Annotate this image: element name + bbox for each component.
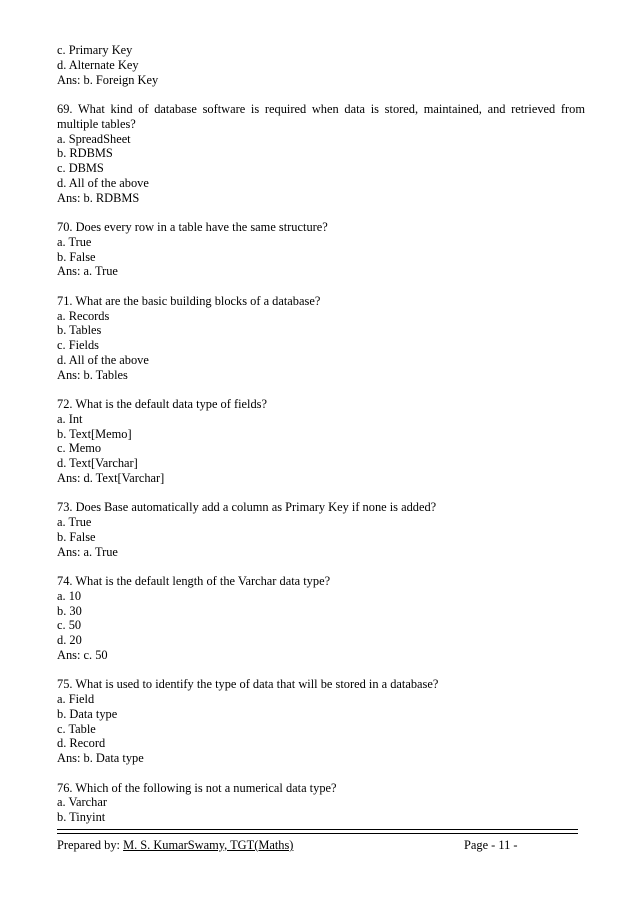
option-line: b. Data type xyxy=(57,706,118,721)
option-line: a. True xyxy=(57,234,92,249)
answer-line: Ans: b. Tables xyxy=(57,367,128,382)
option-line: d. Record xyxy=(57,736,106,751)
question-text: 70. Does every row in a table have the same structure? xyxy=(57,220,328,234)
option-line: a. 10 xyxy=(57,588,82,603)
option-line: c. Memo xyxy=(57,441,102,456)
option-line: c. Table xyxy=(57,721,96,736)
footer-rule-thin xyxy=(57,833,578,834)
option-line: a. True xyxy=(57,515,92,529)
option-line: b. False xyxy=(57,249,96,264)
answer-line: Ans: b. Data type xyxy=(57,751,144,765)
question-text: 76. Which of the following is not a numerical data type? xyxy=(57,780,337,795)
answer-line: Ans: d. Text[Varchar] xyxy=(57,470,165,485)
page-number: Page - 11 - xyxy=(464,838,518,852)
footer-prefix: Prepared by: xyxy=(57,838,124,852)
question-block-69 xyxy=(57,102,585,205)
option-line: b. RDBMS xyxy=(57,146,113,161)
option-line: a. Records xyxy=(57,308,110,323)
question-block-75 xyxy=(57,677,585,766)
option-line: d. All of the above xyxy=(57,352,149,367)
answer-line: Ans: b. Foreign Key xyxy=(57,72,159,87)
answer-line: Ans: a. True xyxy=(57,264,118,279)
question-text-continued: multiple tables? xyxy=(57,116,136,131)
question-block-76 xyxy=(57,781,585,825)
option-line: c. Fields xyxy=(57,338,99,352)
footer-author: M. S. KumarSwamy, TGT(Maths) xyxy=(123,838,294,852)
option-line: b. Text[Memo] xyxy=(57,426,132,441)
question-block-72 xyxy=(57,397,585,486)
option-line: c. DBMS xyxy=(57,161,104,175)
option-line: d. 20 xyxy=(57,633,82,647)
option-line: a. Field xyxy=(57,692,95,706)
option-line: d. Alternate Key xyxy=(57,57,139,72)
answer-line: Ans: c. 50 xyxy=(57,647,108,662)
question-block-70 xyxy=(57,220,585,279)
option-line: a. Varchar xyxy=(57,795,107,810)
question-text: 69. What kind of database software is required when data is stored, maintained, and retrieved from xyxy=(57,102,585,116)
answer-line: Ans: a. True xyxy=(57,544,118,559)
option-line: a. SpreadSheet xyxy=(57,131,131,146)
question-text: 73. Does Base automatically add a column as Primary Key if none is added? xyxy=(57,500,437,515)
option-line: b. 30 xyxy=(57,603,82,618)
question-text: 75. What is used to identify the type of data that will be stored in a database? xyxy=(57,677,439,692)
footer-rule-thick xyxy=(57,829,578,830)
option-line: b. False xyxy=(57,529,96,544)
option-line: b. Tinyint xyxy=(57,810,106,824)
option-line: b. Tables xyxy=(57,323,102,338)
document-page xyxy=(57,43,585,825)
question-block-74 xyxy=(57,574,585,663)
question-text: 71. What are the basic building blocks of a database? xyxy=(57,293,321,308)
question-text: 72. What is the default data type of fields? xyxy=(57,397,267,411)
question-block-73 xyxy=(57,500,585,559)
question-block-71 xyxy=(57,294,585,383)
option-line: a. Int xyxy=(57,411,83,426)
option-line: d. Text[Varchar] xyxy=(57,456,138,470)
question-text: 74. What is the default length of the Varchar data type? xyxy=(57,574,331,588)
question-block-68-continued xyxy=(57,43,585,87)
answer-line: Ans: b. RDBMS xyxy=(57,190,140,205)
option-line: d. All of the above xyxy=(57,175,149,190)
option-line: c. 50 xyxy=(57,618,82,633)
option-line: c. Primary Key xyxy=(57,43,133,57)
footer-credit xyxy=(57,838,293,853)
